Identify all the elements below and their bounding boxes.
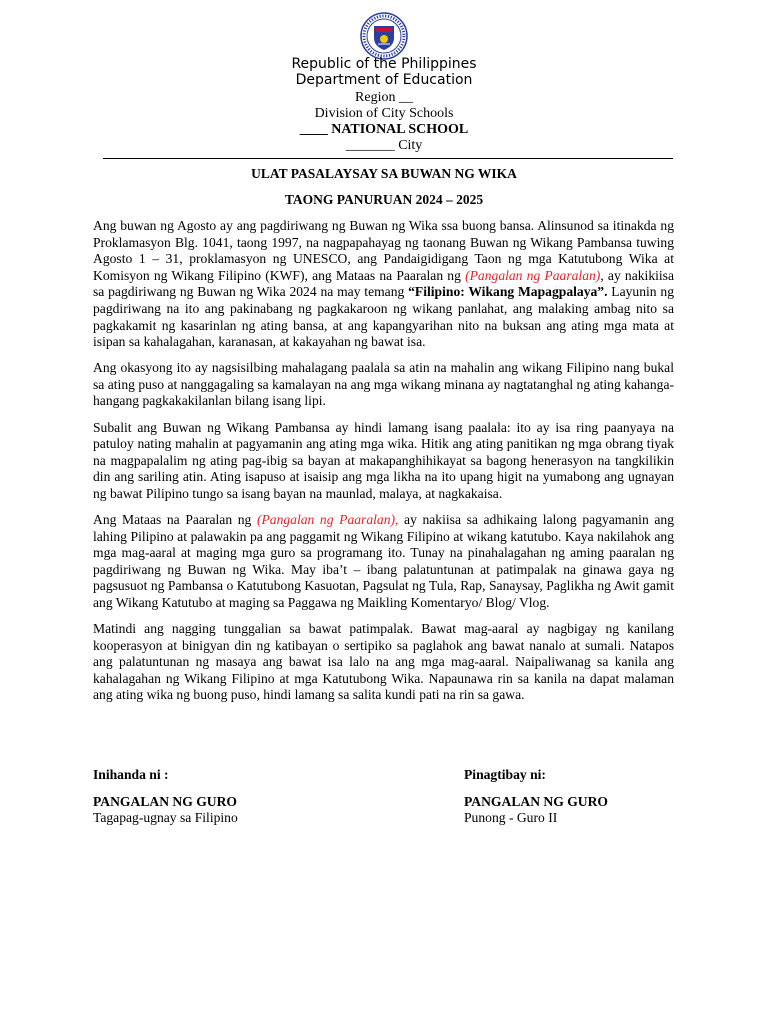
signature-approved-by: [464, 767, 608, 827]
report-body: [93, 218, 674, 714]
header-divider: [103, 158, 673, 159]
signature-role: Punong - Guro II: [464, 810, 558, 826]
signature-name: PANGALAN NG GURO: [464, 793, 608, 809]
republic-line: Republic of the Philippines: [291, 56, 477, 72]
deped-seal-icon: [360, 12, 408, 60]
signature-name: PANGALAN NG GURO: [93, 793, 237, 809]
region-line: Region __: [355, 90, 413, 105]
signature-role: Tagapag-ugnay sa Filipino: [93, 810, 238, 826]
theme-text: “Filipino: Wikang Mapagpalaya”.: [408, 284, 608, 300]
paragraph-1: Ang buwan ng Agosto ay ang pagdiriwang ng Buwan ng Wika ssa buong bansa. Alinsunod sa itinakda ng Proklamasyon Blg. 1041, taong 1997, na nagpapahayag ng taonang Buwan ng Wikang Pambansa tuwing Agosto 1 – 31, proklamasyon ng UNESCO, ang Pandaigidigang Taon ng mga Katutubong Wika at Komisyon ng Wikang Filipino (KWF), ang Mataas na Paaralan ng (Pangalan ng Paaralan), ay nakikiisa sa pagdiriwang ng Buwan ng Wika 2024 na may temang “Filipino: Wikang Mapagpalaya”. Layunin ng pagdiriwang na ito ang pakinabang ng pagkakaroon ng wikang panlahat, ang malaking ambag nito sa pagkakamit ng kasarinlan ng ating bansa, at ang kapangyarihan nito na buksan ang ating mga mata at isipan sa kahalagahan, karanasan, at kakayahan ng bawat isa.: [93, 218, 674, 350]
division-line: Division of City Schools: [314, 106, 454, 121]
signature-prepared-by: [93, 767, 238, 827]
letterhead: [0, 56, 768, 154]
school-name-placeholder: (Pangalan ng Paaralan): [465, 267, 601, 283]
signature-label: Inihanda ni :: [93, 767, 169, 782]
school-name-placeholder: (Pangalan ng Paaralan),: [256, 512, 399, 527]
department-line: Department of Education: [295, 72, 473, 88]
paragraph-2: Ang okasyong ito ay nagsisilbing mahalagang paalala sa atin na mahalin ang wikang Filipino nang bukal sa ating puso at nanggagaling sa kamalayan na ang mga wikang minana ay nagtatanghal ng ating kahanga-hangang pagkakakilanlan bilang isang lipi.: [93, 360, 674, 409]
school-line: ____ NATIONAL SCHOOL: [299, 122, 469, 137]
signature-label: Pinagtibay ni:: [464, 767, 546, 782]
paragraph-5: Matindi ang nagging tunggalian sa bawat patimpalak. Bawat mag-aaral ay nagbigay ng kanilang kooperasyon at binigyan din ng katibayan o sertipiko sa paglahok ang bawat nanalo at sumali. Natapos ang palatuntunan ng masaya ang bawat isa lalo na ang mga mag-aaral. Naipaliwanag sa kanila ang kahalagahan ng Wikang Filipino at mga Katutubong Wika. Napaunawa rin sa kanila na dapat malaman ang ating wika ng buong puso, hindi lamang sa salita kundi pati na rin sa gawa.: [93, 621, 674, 703]
document-title: ULAT PASALAYSAY SA BUWAN NG WIKA: [251, 166, 517, 181]
city-line: _______ City: [345, 138, 423, 153]
paragraph-3: Subalit ang Buwan ng Wikang Pambansa ay hindi lamang isang paalala: ito ay isa ring paanyaya na patuloy nating mahalin at pagyamanin ang ating mga wika. Hitik ang ating panitikan ng mga obrang tiyak na magpapalalim ng ating pag-ibig sa bayan at makapanghihikayat sa bagong henerasyon na tangkilikin din ang sariling atin. Ating isapuso at isaisip ang mga likha na ito upang higit na yumabong ang ugnayan ng bawat Pilipino tungo sa isang bayan na maunlad, malaya, at nagkakaisa.: [93, 419, 674, 501]
paragraph-4: Ang Mataas na Paaralan ng (Pangalan ng Paaralan), ay nakiisa sa adhikaing lalong pagyamanin ang lahing Pilipino at palawakin pa ang paggamit ng Wikang Filipino at wikang katutubo. Kaya nakilahok ang mga mag-aaral at maging mga guro sa programang ito. Tunay na pinahalagahan ng aming paaralan ng pagdiriwang ng Buwan ng Wika. May iba’t – ibang palatuntunan at patimpalak na ginawa gaya ng pagsusuot ng Pambansa o Katutubong Kasuotan, Pagsulat ng Tula, Rap, Sanaysay, Paglikha ng Awit gamit ang Wikang Katutubo at maging sa Paggawa ng Maikling Komentaryo/ Blog/ Vlog.: [93, 512, 674, 610]
document-subtitle: TAONG PANURUAN 2024 – 2025: [284, 192, 484, 207]
